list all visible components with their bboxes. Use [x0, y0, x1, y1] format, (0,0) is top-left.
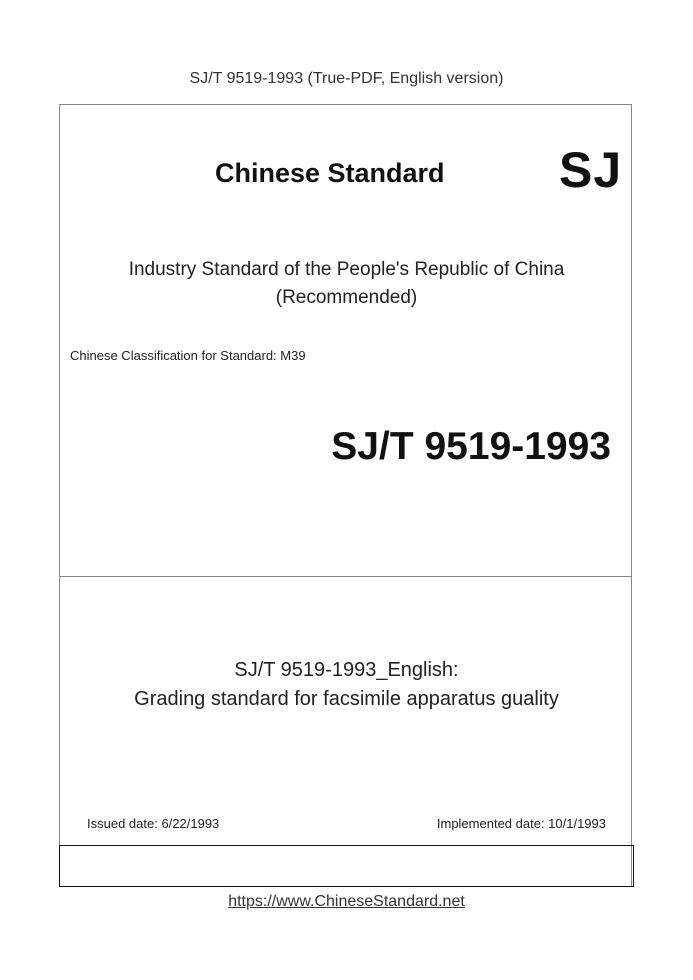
document-code-title: SJ/T 9519-1993_English: — [234, 659, 459, 681]
document-title: Grading standard for facsimile apparatus guality — [134, 688, 559, 710]
implemented-date: Implemented date: 10/1/1993 — [436, 816, 606, 831]
sj-logo: SJ — [559, 142, 623, 198]
cover-title: Chinese Standard — [215, 158, 445, 188]
cover-frame — [59, 104, 632, 886]
cover-subtitle-recommended: (Recommended) — [275, 287, 418, 308]
section-divider — [60, 576, 631, 577]
issued-date: Issued date: 6/22/1993 — [87, 816, 220, 831]
bottom-box — [59, 845, 634, 887]
cover-subtitle: Industry Standard of the People's Republic of China — [128, 259, 565, 280]
classification-label: Chinese Classification for Standard: M39 — [70, 348, 306, 363]
page-header: SJ/T 9519-1993 (True-PDF, English version) — [189, 70, 504, 87]
footer-link[interactable]: https://www.ChineseStandard.net — [228, 893, 465, 910]
standard-number: SJ/T 9519-1993 — [331, 425, 611, 468]
